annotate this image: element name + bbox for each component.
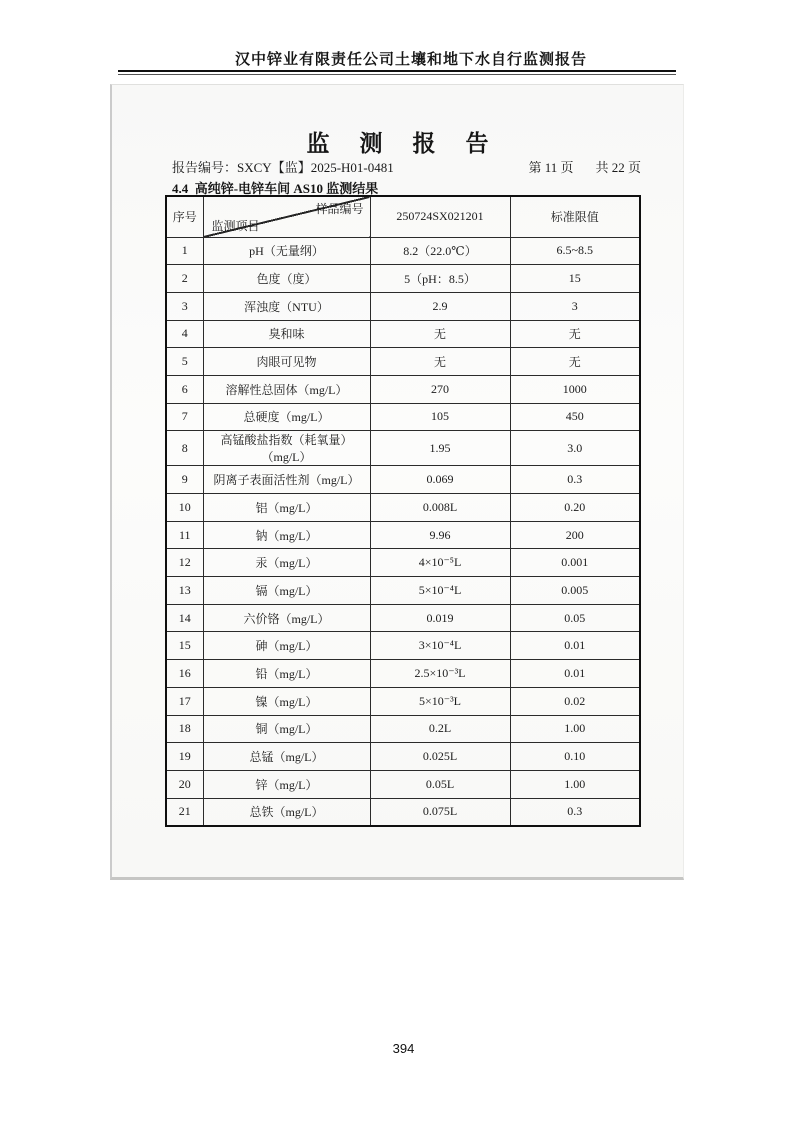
cell-row-no: 9 <box>166 466 203 494</box>
cell-row-no: 4 <box>166 320 203 348</box>
cell-value: 无 <box>370 320 510 348</box>
cell-item: 钠（mg/L） <box>203 521 370 549</box>
cell-value: 2.9 <box>370 292 510 320</box>
table-row <box>166 660 640 688</box>
col-header-diagonal <box>203 196 370 237</box>
cell-value: 8.2（22.0℃） <box>370 237 510 265</box>
cell-item: 铝（mg/L） <box>203 494 370 522</box>
cell-item: 锌（mg/L） <box>203 770 370 798</box>
cell-limit: 1.00 <box>510 715 640 743</box>
current-page-label: 第 11 页 <box>528 160 574 175</box>
table-row <box>166 431 640 466</box>
cell-value: 4×10⁻⁵L <box>370 549 510 577</box>
table-header-row <box>166 196 640 237</box>
table-row <box>166 604 640 632</box>
table-row <box>166 770 640 798</box>
cell-limit: 0.10 <box>510 743 640 771</box>
cell-value: 5×10⁻³L <box>370 687 510 715</box>
table-row <box>166 466 640 494</box>
cell-limit: 1.00 <box>510 770 640 798</box>
table-row <box>166 715 640 743</box>
page-indicator <box>528 157 641 176</box>
cell-limit: 0.05 <box>510 604 640 632</box>
cell-value: 1.95 <box>370 431 510 466</box>
report-number-value: SXCY【监】2025-H01-0481 <box>237 160 394 175</box>
cell-limit: 3.0 <box>510 431 640 466</box>
cell-row-no: 16 <box>166 660 203 688</box>
cell-item: 铅（mg/L） <box>203 660 370 688</box>
cell-value: 无 <box>370 348 510 376</box>
cell-limit: 6.5~8.5 <box>510 237 640 265</box>
table-body <box>166 237 640 826</box>
report-number-label: 报告编号： <box>172 160 238 175</box>
table-row <box>166 687 640 715</box>
cell-row-no: 5 <box>166 348 203 376</box>
scanned-report-page <box>110 84 684 880</box>
cell-limit: 0.3 <box>510 466 640 494</box>
col-header-sample-id: 250724SX021201 <box>370 196 510 237</box>
col-header-limit: 标准限值 <box>510 196 640 237</box>
cell-item: 镉（mg/L） <box>203 577 370 605</box>
cell-limit: 0.001 <box>510 549 640 577</box>
cell-row-no: 13 <box>166 577 203 605</box>
col-header-no: 序号 <box>166 196 203 237</box>
cell-item: 铜（mg/L） <box>203 715 370 743</box>
cell-item: 汞（mg/L） <box>203 549 370 577</box>
cell-limit: 0.20 <box>510 494 640 522</box>
cell-item: 高锰酸盐指数（耗氧量）（mg/L） <box>203 431 370 466</box>
cell-row-no: 12 <box>166 549 203 577</box>
document-running-header: 汉中锌业有限责任公司土壤和地下水自行监测报告 <box>234 52 587 68</box>
cell-limit: 15 <box>510 265 640 293</box>
table-row <box>166 494 640 522</box>
cell-row-no: 6 <box>166 375 203 403</box>
cell-limit: 0.02 <box>510 687 640 715</box>
table-row <box>166 265 640 293</box>
cell-limit: 无 <box>510 320 640 348</box>
table-row <box>166 292 640 320</box>
table-row <box>166 348 640 376</box>
cell-item: 总硬度（mg/L） <box>203 403 370 431</box>
cell-item: 浑浊度（NTU） <box>203 292 370 320</box>
pdf-page-number: 394 <box>392 1041 415 1056</box>
cell-row-no: 20 <box>166 770 203 798</box>
cell-item: 溶解性总固体（mg/L） <box>203 375 370 403</box>
report-number <box>172 157 394 176</box>
table-row <box>166 549 640 577</box>
cell-value: 9.96 <box>370 521 510 549</box>
report-title: 监测报告 <box>306 131 519 156</box>
table-row <box>166 375 640 403</box>
cell-value: 5（pH：8.5） <box>370 265 510 293</box>
cell-value: 0.008L <box>370 494 510 522</box>
cell-row-no: 2 <box>166 265 203 293</box>
cell-value: 0.05L <box>370 770 510 798</box>
cell-limit: 450 <box>510 403 640 431</box>
cell-limit: 0.005 <box>510 577 640 605</box>
header-rule-thick <box>118 70 676 72</box>
cell-item: 镍（mg/L） <box>203 687 370 715</box>
cell-value: 105 <box>370 403 510 431</box>
cell-item: 总锰（mg/L） <box>203 743 370 771</box>
cell-limit: 无 <box>510 348 640 376</box>
cell-limit: 0.01 <box>510 632 640 660</box>
cell-row-no: 8 <box>166 431 203 466</box>
table-row <box>166 632 640 660</box>
cell-item: 肉眼可见物 <box>203 348 370 376</box>
cell-row-no: 17 <box>166 687 203 715</box>
table-row <box>166 403 640 431</box>
cell-row-no: 1 <box>166 237 203 265</box>
cell-value: 0.019 <box>370 604 510 632</box>
cell-item: 阴离子表面活性剂（mg/L） <box>203 466 370 494</box>
cell-value: 2.5×10⁻³L <box>370 660 510 688</box>
cell-item: pH（无量纲） <box>203 237 370 265</box>
cell-row-no: 11 <box>166 521 203 549</box>
table-row <box>166 521 640 549</box>
cell-value: 0.069 <box>370 466 510 494</box>
cell-item: 六价铬（mg/L） <box>203 604 370 632</box>
cell-limit: 3 <box>510 292 640 320</box>
cell-value: 5×10⁻⁴L <box>370 577 510 605</box>
cell-row-no: 14 <box>166 604 203 632</box>
cell-row-no: 19 <box>166 743 203 771</box>
cell-limit: 1000 <box>510 375 640 403</box>
table-row <box>166 743 640 771</box>
cell-limit: 0.01 <box>510 660 640 688</box>
cell-item: 总铁（mg/L） <box>203 798 370 826</box>
diagonal-label-sample-no: 样品编号 <box>315 202 364 216</box>
cell-limit: 200 <box>510 521 640 549</box>
table-row <box>166 320 640 348</box>
cell-value: 0.075L <box>370 798 510 826</box>
cell-row-no: 7 <box>166 403 203 431</box>
cell-value: 0.025L <box>370 743 510 771</box>
cell-value: 0.2L <box>370 715 510 743</box>
cell-limit: 0.3 <box>510 798 640 826</box>
cell-value: 270 <box>370 375 510 403</box>
table-row <box>166 577 640 605</box>
section-heading: 4.4 高纯锌-电锌车间 AS10 监测结果 <box>172 181 379 196</box>
report-meta-row <box>172 157 641 176</box>
cell-row-no: 21 <box>166 798 203 826</box>
cell-row-no: 15 <box>166 632 203 660</box>
diagonal-label-item: 监测项目 <box>211 218 260 233</box>
cell-value: 3×10⁻⁴L <box>370 632 510 660</box>
total-pages-label: 共 22 页 <box>595 160 641 175</box>
header-rule-thin <box>118 74 676 75</box>
cell-row-no: 3 <box>166 292 203 320</box>
cell-item: 色度（度） <box>203 265 370 293</box>
cell-item: 砷（mg/L） <box>203 632 370 660</box>
table-row <box>166 798 640 826</box>
table-row <box>166 237 640 265</box>
cell-row-no: 10 <box>166 494 203 522</box>
cell-item: 臭和味 <box>203 320 370 348</box>
cell-row-no: 18 <box>166 715 203 743</box>
monitoring-results-table <box>165 195 641 827</box>
